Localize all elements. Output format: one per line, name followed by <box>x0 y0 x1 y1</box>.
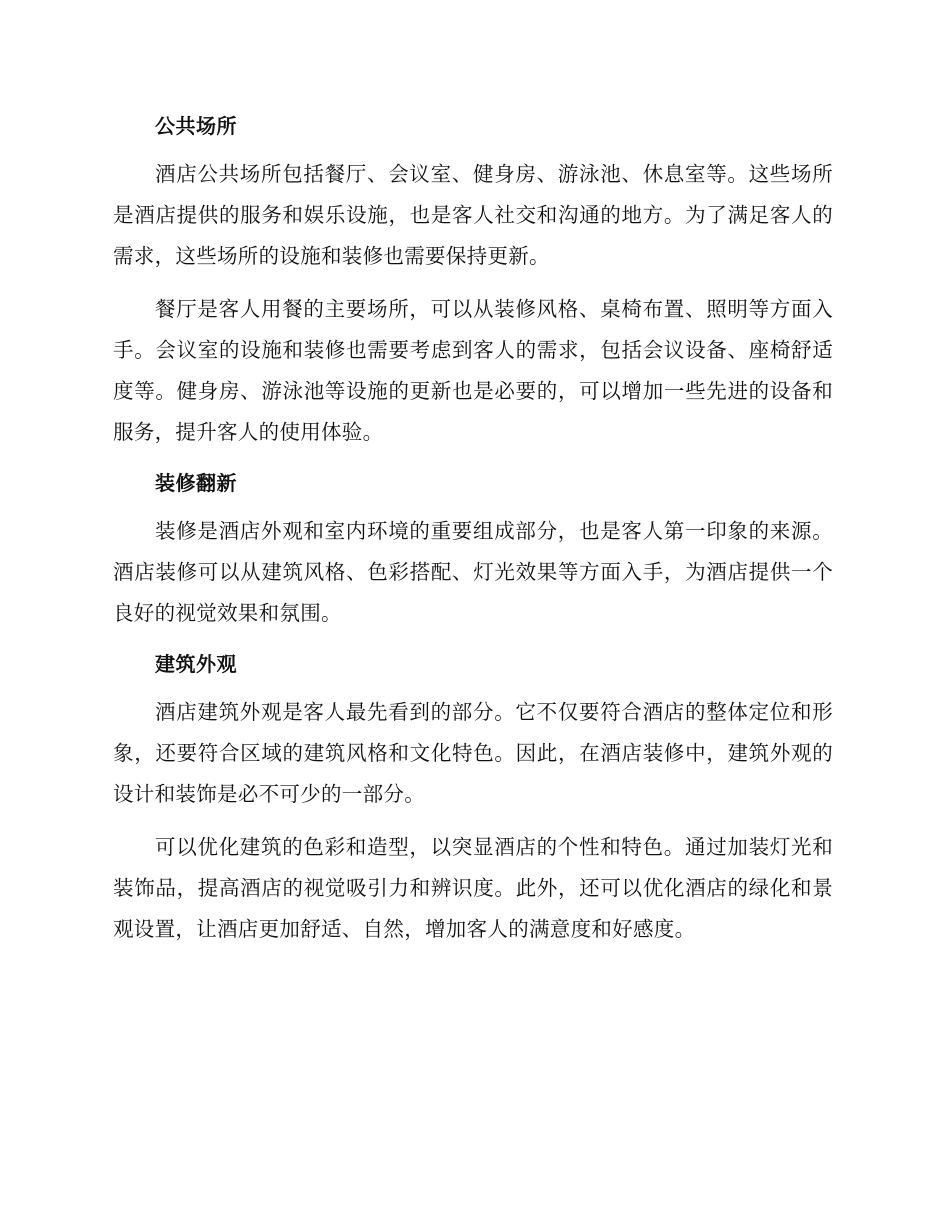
document-body <box>113 108 833 962</box>
paragraph: 酒店公共场所包括餐厅、会议室、健身房、游泳池、休息室等。这些场所是酒店提供的服务和娱乐设施，也是客人社交和沟通的地方。为了满足客人的需求，这些场所的设施和装修也需要保持更新。 <box>113 162 833 268</box>
section-heading: 建筑外观 <box>155 652 237 676</box>
section-renovation <box>113 465 833 634</box>
paragraph: 装修是酒店外观和室内环境的重要组成部分，也是客人第一印象的来源。酒店装修可以从建筑风格、色彩搭配、灯光效果等方面入手，为酒店提供一个良好的视觉效果和氛围。 <box>113 519 833 625</box>
section-heading: 公共场所 <box>155 114 237 138</box>
paragraph: 酒店建筑外观是客人最先看到的部分。它不仅要符合酒店的整体定位和形象，还要符合区域的建筑风格和文化特色。因此，在酒店装修中，建筑外观的设计和装饰是必不可少的一部分。 <box>113 700 833 806</box>
section-heading: 装修翻新 <box>155 471 237 495</box>
paragraph: 餐厅是客人用餐的主要场所，可以从装修风格、桌椅布置、照明等方面入手。会议室的设施和装修也需要考虑到客人的需求，包括会议设备、座椅舒适度等。健身房、游泳池等设施的更新也是必要的，可以增加一些先进的设备和服务，提升客人的使用体验。 <box>113 297 833 444</box>
section-public-spaces <box>113 108 833 453</box>
section-building-exterior <box>113 646 833 950</box>
paragraph: 可以优化建筑的色彩和造型，以突显酒店的个性和特色。通过加装灯光和装饰品，提高酒店的视觉吸引力和辨识度。此外，还可以优化酒店的绿化和景观设置，让酒店更加舒适、自然，增加客人的满意度和好感度。 <box>113 835 833 941</box>
